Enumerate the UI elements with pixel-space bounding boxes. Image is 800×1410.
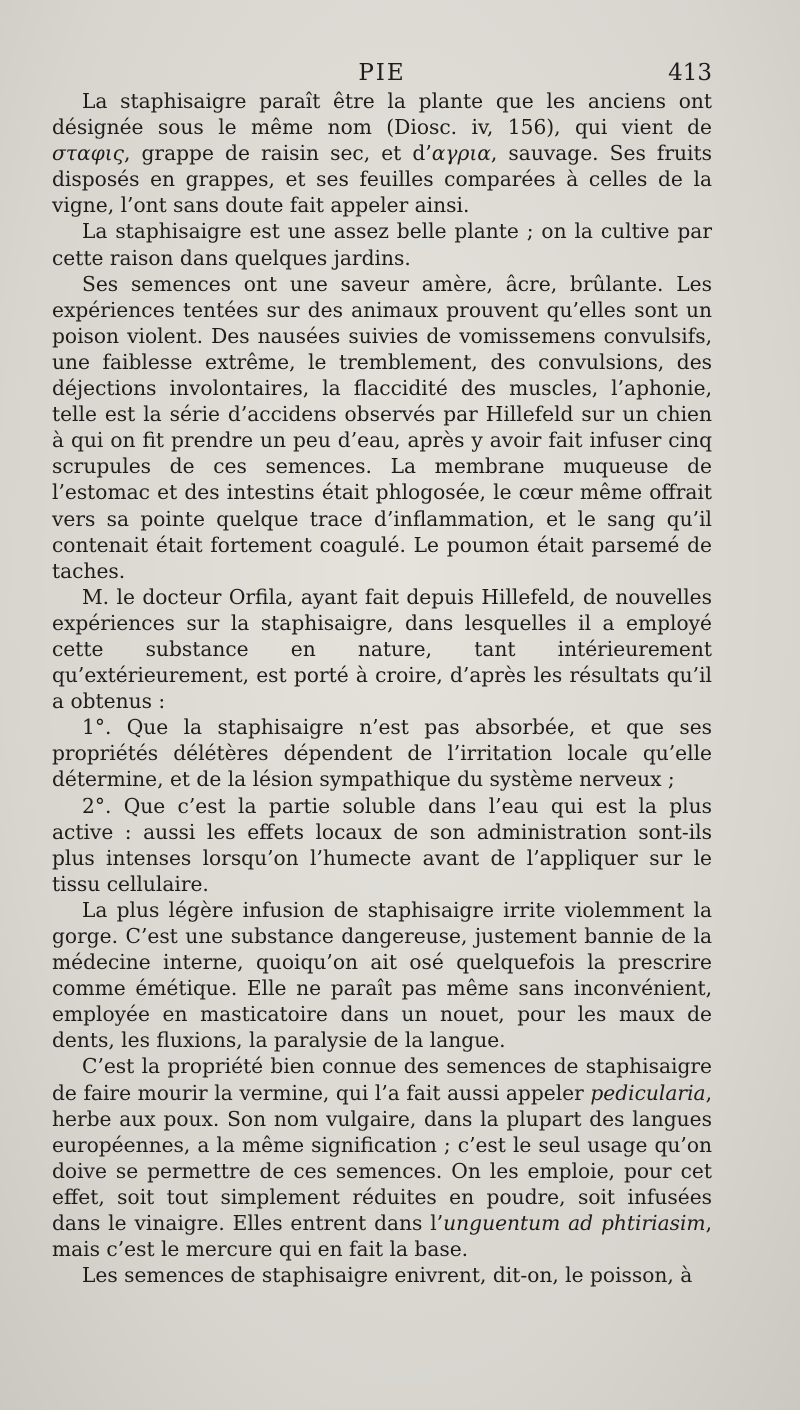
text-run: , mais c’est le mercure qui en fait la base. (52, 1211, 712, 1262)
paragraph (52, 897, 712, 1054)
body-text (52, 88, 712, 1288)
paragraph (52, 714, 712, 792)
text-run: La staphisaigre est une assez belle plante ; on la cultive par cette raison dans quelques jardins. (52, 219, 712, 270)
greek-word: σταφις (52, 141, 124, 166)
paragraph (52, 1262, 712, 1288)
page-number: 413 (668, 60, 712, 86)
paragraph (52, 1053, 712, 1262)
text-run: C’est la propriété bien connue des semences de staphisaigre de faire mourir la vermine, qui l’a fait aussi appeler (52, 1054, 712, 1105)
text-run: , herbe aux poux. Son nom vulgaire, dans la plupart des langues européennes, a la même signification ; c’est le seul usage qu’on doive se permettre de ces semences. On les emploie, pour cet effet, soit tout simplement réduites en poudre, soit infusées dans le vinaigre. Elles entrent dans l’ (52, 1080, 712, 1236)
text-run: La staphisaigre paraît être la plante que les anciens ont désignée sous le même nom (Diosc. iv, 156), qui vient de (52, 89, 712, 140)
text-run: Les semences de staphisaigre enivrent, dit-on, le poisson, à (82, 1263, 693, 1288)
greek-word: αγρια (431, 141, 491, 166)
italic-term: pedicularia (590, 1080, 706, 1105)
text-run: Ses semences ont une saveur amère, âcre, brûlante. Les expériences tentées sur des animaux prouvent qu’elles sont un poison violent. Des nausées suivies de vomissemens convulsifs, une faiblesse extrême, le tremblement, des convulsions, des déjections involontaires, la flaccidité des muscles, l’aphonie, telle est la série d’accidens observés par Hillefeld sur un chien à qui on fit prendre un peu d’eau, après y avoir fait infuser cinq scrupules de ces semences. La membrane muqueuse de l’estomac et des intestins était phlogosée, le cœur même offrait vers sa pointe quelque trace d’inflammation, et le sang qu’il contenait était fortement coagulé. Le poumon était parsemé de taches. (52, 271, 712, 583)
text-run: , sauvage. Ses fruits disposés en grappes, et ses feuilles comparées à celles de la vigne, l’ont sans doute fait appeler ainsi. (52, 141, 712, 218)
text-run: , grappe de raisin sec, et d’ (123, 141, 432, 166)
paragraph (52, 271, 712, 584)
text-run: La plus légère infusion de staphisaigre irrite violemment la gorge. C’est une substance dangereuse, justement bannie de la médecine interne, quoiqu’on ait osé quelquefois la prescrire comme émétique. Elle ne paraît pas même sans inconvénient, employée en masticatoire dans un nouet, pour les maux de dents, les fluxions, la paralysie de la langue. (52, 897, 712, 1053)
text-run: M. le docteur Orfila, ayant fait depuis Hillefeld, de nouvelles expériences sur la staphisaigre, dans lesquelles il a employé cette substance en nature, tant intérieurement qu’extérieurement, est porté à croire, d’après les résultats qu’il a obtenus : (52, 584, 712, 714)
paragraph (52, 218, 712, 270)
text-run: 1°. Que la staphisaigre n’est pas absorbée, et que ses propriétés délétères dépendent de l’irritation locale qu’elle détermine, et de la lésion sympathique du système nerveux ; (52, 715, 712, 792)
running-head: PIE (358, 60, 406, 86)
paragraph (52, 793, 712, 897)
text-run: 2°. Que c’est la partie soluble dans l’eau qui est la plus active : aussi les effets locaux de son administration sont-ils plus intenses lorsqu’on l’humecte avant de l’appliquer sur le tissu cellulaire. (52, 793, 712, 896)
paragraph (52, 584, 712, 714)
italic-term: unguentum ad phtiriasim (443, 1211, 706, 1236)
paragraph (52, 88, 712, 218)
